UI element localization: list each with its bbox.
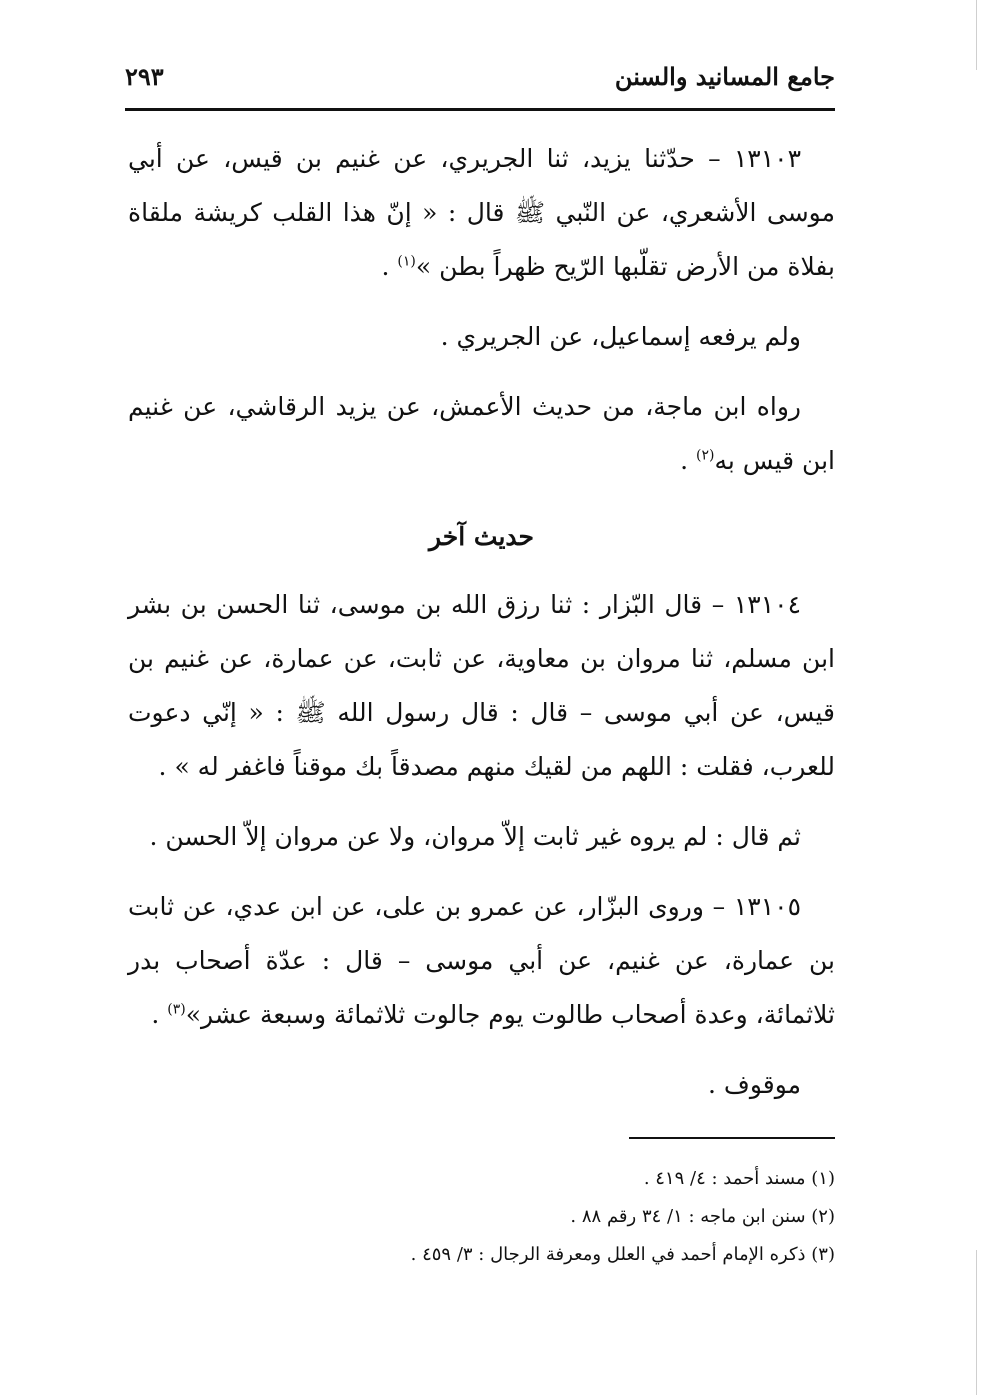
footnote-2: (٢) سنن ابن ماجه : ١/ ٣٤ رقم ٨٨ . — [570, 1206, 835, 1227]
paragraph-note: ولم يرفعه إسماعيل، عن الجريري . — [440, 322, 801, 351]
main-text — [128, 132, 835, 1128]
hadith-13105: ١٣١٠٥ – وروى البزّار، عن عمرو بن على، عن ابن عدي، عن ثابت بن عمارة، عن غنيم، عن أبي موسى – قال : عدّة أصحاب بدر ثلاثمائة، وعدة أصحاب طالوت يوم جالوت ثلاثمائة وسبعة عشر»$^{(٣)}$ . — [128, 892, 835, 1029]
footnote-ref-2: (٢) — [695, 447, 715, 464]
footnote-3: (٣) ذكره الإمام أحمد في العلل ومعرفة الرجال : ٣/ ٤٥٩ . — [410, 1244, 835, 1265]
running-title: جامع المسانيد والسنن — [614, 62, 835, 91]
footnote-rule — [629, 1137, 835, 1139]
paragraph-source: رواه ابن ماجة، من حديث الأعمش، عن يزيد الرقاشي، عن غنيم ابن قيس به$^{(٢)}$ . — [128, 392, 835, 475]
scan-edge-line — [976, 1250, 977, 1395]
footnote-ref-1: (١) — [397, 253, 416, 270]
page-header — [125, 62, 835, 112]
paragraph-comment: ثم قال : لم يروه غير ثابت إلاّ مروان، ولا عن مروان إلاّ الحسن . — [149, 822, 801, 851]
scan-edge-line — [976, 0, 977, 70]
paragraph-mawquf: موقوف . — [708, 1070, 801, 1099]
hadith-13103: ١٣١٠٣ – حدّثنا يزيد، ثنا الجريري، عن غنيم بن قيس، عن أبي موسى الأشعري، عن النّبي ﷺ قال : « إنّ هذا القلب كريشة ملقاة بفلاة من الأرض تقلّبها الرّيح ظهراً بطن »$^{(١)}$ . — [128, 144, 835, 281]
footnote-1: (١) مسند أحمد : ٤/ ٤١٩ . — [643, 1168, 835, 1189]
section-heading: حديث آخر — [429, 522, 534, 551]
page-number: ٢٩٣ — [125, 62, 164, 91]
hadith-13104: ١٣١٠٤ – قال البّزار : ثنا رزق الله بن موسى، ثنا الحسن بن بشر ابن مسلم، ثنا مروان بن معاوية، عن ثابت، عن عمارة، عن غنيم بن قيس، عن أبي موسى – قال : قال رسول الله ﷺ : « إنّي دعوت للعرب، فقلت : اللهم من لقيك منهم مصدقاً بك موقناً فاغفر له » . — [128, 590, 835, 781]
footnote-ref-3: (٣) — [167, 1001, 186, 1018]
footnotes — [128, 1160, 835, 1274]
header-rule — [125, 108, 835, 111]
